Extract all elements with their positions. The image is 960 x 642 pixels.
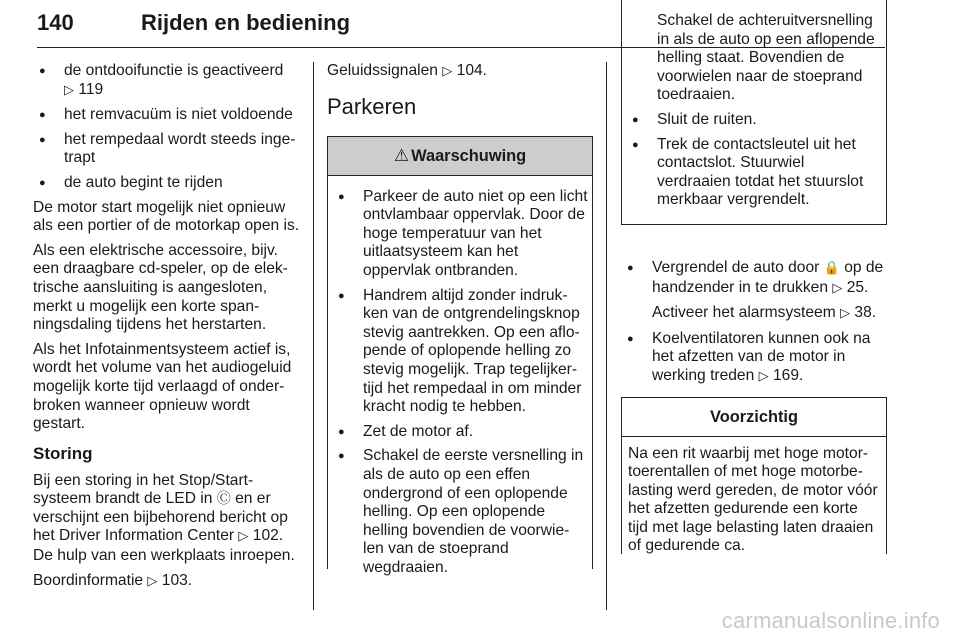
list-item: ● Vergrendel de auto door 🔒 op de handzender in te drukken ▷ 25. (621, 259, 887, 298)
column-3 (621, 12, 887, 555)
parking-list (621, 259, 887, 298)
list-item: ● de auto begint te rijden (33, 174, 300, 193)
ref-arrow-icon: ▷ (832, 280, 843, 296)
list-item: ● Schakel de eerste versnelling in als de auto op een effen ondergrond of een oplopende helling. Op een oplopende helling bovendien de voorwie-len van de stoeprand wegdraaien. (332, 447, 588, 577)
paragraph: Geluidssignalen ▷ 104. (327, 62, 488, 79)
section-title-parkeren: Parkeren (327, 93, 417, 119)
ref-arrow-icon: ▷ (64, 82, 74, 98)
caution-box-text: Na een rit waarbij met hoge motor-toerentallen of met hoge motorbe-lasting werd gereden, de motor vóór het afzetten gedurende een korte tijd met lage belasting laten draaien of gedurende ca. (628, 444, 878, 555)
condition-list (33, 62, 300, 193)
warning-list (332, 188, 588, 578)
list-item: ● Koelventilatoren kunnen ook na het afzetten van de motor in werking treden ▷ 169. (621, 330, 887, 387)
page-ref-link[interactable]: 103. (161, 571, 193, 589)
list-item: ● het rempedaal wordt steeds inge-trapt (33, 131, 300, 168)
page-ref-link[interactable]: 102. (252, 527, 284, 545)
paragraph: Als een elektrische accessoire, bijv. een draagbare cd-speler, op de elek-trische aansluiting is aangesloten, merkt u mogelijk een korte span-ningsdaling tijdens het herstarten. (33, 241, 288, 334)
paragraph: De motor start mogelijk niet opnieuw als een portier of de motorkap open is. (33, 198, 300, 235)
page-ref-link[interactable]: 169. (772, 366, 804, 384)
ref-arrow-icon: ▷ (238, 529, 249, 545)
fan-list (621, 330, 887, 387)
warning-box-title: ⚠ Waarschuwing (328, 137, 592, 176)
warning-box-continued-body (622, 8, 886, 224)
ref-arrow-icon: ▷ (147, 573, 158, 589)
paragraph: Boordinformatie ▷ 103. (33, 571, 193, 589)
paragraph: Bij een storing in het Stop/Start-systeem brandt de LED in Ⓒ en er verschijnt een bijbehorend bericht op het Driver Information Center ▷ 102. De hulp van een werkplaats inroepen. (33, 471, 295, 565)
warning-box-body (328, 176, 592, 596)
page-ref-link[interactable]: 119 (78, 80, 104, 98)
list-item: ● het remvacuüm is niet voldoende (33, 106, 300, 125)
list-item: ● Parkeer de auto niet op een licht ontvlambaar oppervlak. Door de hoge temperatuur van het uitlaatsysteem kan het oppervlak ontbranden. (332, 188, 588, 281)
watermark: carmanualsonline.info (721, 608, 940, 633)
page-number: 140 (37, 10, 74, 35)
column-2 (327, 62, 593, 576)
caution-box (621, 397, 887, 554)
lock-key-icon: 🔒 (823, 260, 840, 276)
page-ref-link[interactable]: 25. (846, 278, 869, 296)
paragraph: Als het Infotainmentsysteem actief is, wordt het volume van het audiogeluid mogelijk korte tijd verlaagd of onder-broken wanneer opnieuw wordt gestart. (33, 340, 292, 433)
page-title: Rijden en bediening (141, 10, 351, 35)
ref-arrow-icon: ▷ (442, 64, 453, 79)
warning-continued-list (626, 111, 882, 210)
page-ref-link[interactable]: 104. (456, 62, 488, 79)
column-divider-1 (313, 62, 314, 610)
alarm-text: Activeer het alarmsysteem ▷ 38. (652, 304, 877, 322)
warning-triangle-icon: ⚠ (393, 145, 410, 165)
ref-arrow-icon: ▷ (840, 306, 851, 322)
ref-arrow-icon: ▷ (758, 368, 769, 384)
warning-continued-text: Schakel de achteruitversnelling in als de auto op een aflopende helling staat. Bovendien de voorwielen naar de stoeprand toedraaien. (657, 12, 875, 104)
column-divider-2 (606, 62, 607, 610)
list-item: ● Handrem altijd zonder indruk-ken van de ontgrendelingsknop stevig aantrekken. Op een aflo-pende of oplopende helling zo stevig mogelijk. Trap tegelijker-tijd het rempedaal in om minder kracht nodig te hebben. (332, 287, 588, 417)
warning-box-continued (621, 0, 887, 225)
list-item: ● Trek de contactsleutel uit het contactslot. Stuurwiel verdraaien totdat het stuurslot merkbaar vergrendelt. (626, 136, 882, 210)
column-1 (33, 62, 300, 597)
list-item: ● de ontdooifunctie is geactiveerd ▷ 119 (33, 62, 300, 100)
warning-box (327, 136, 593, 576)
stop-start-led-icon: Ⓒ (216, 491, 231, 508)
page-ref-link[interactable]: 38. (854, 304, 877, 322)
list-item: ● Zet de motor af. (332, 423, 588, 442)
caution-box-title: Voorzichtig (622, 398, 886, 437)
list-item: ● Sluit de ruiten. (626, 111, 882, 130)
subsection-title-storing: Storing (33, 443, 93, 463)
